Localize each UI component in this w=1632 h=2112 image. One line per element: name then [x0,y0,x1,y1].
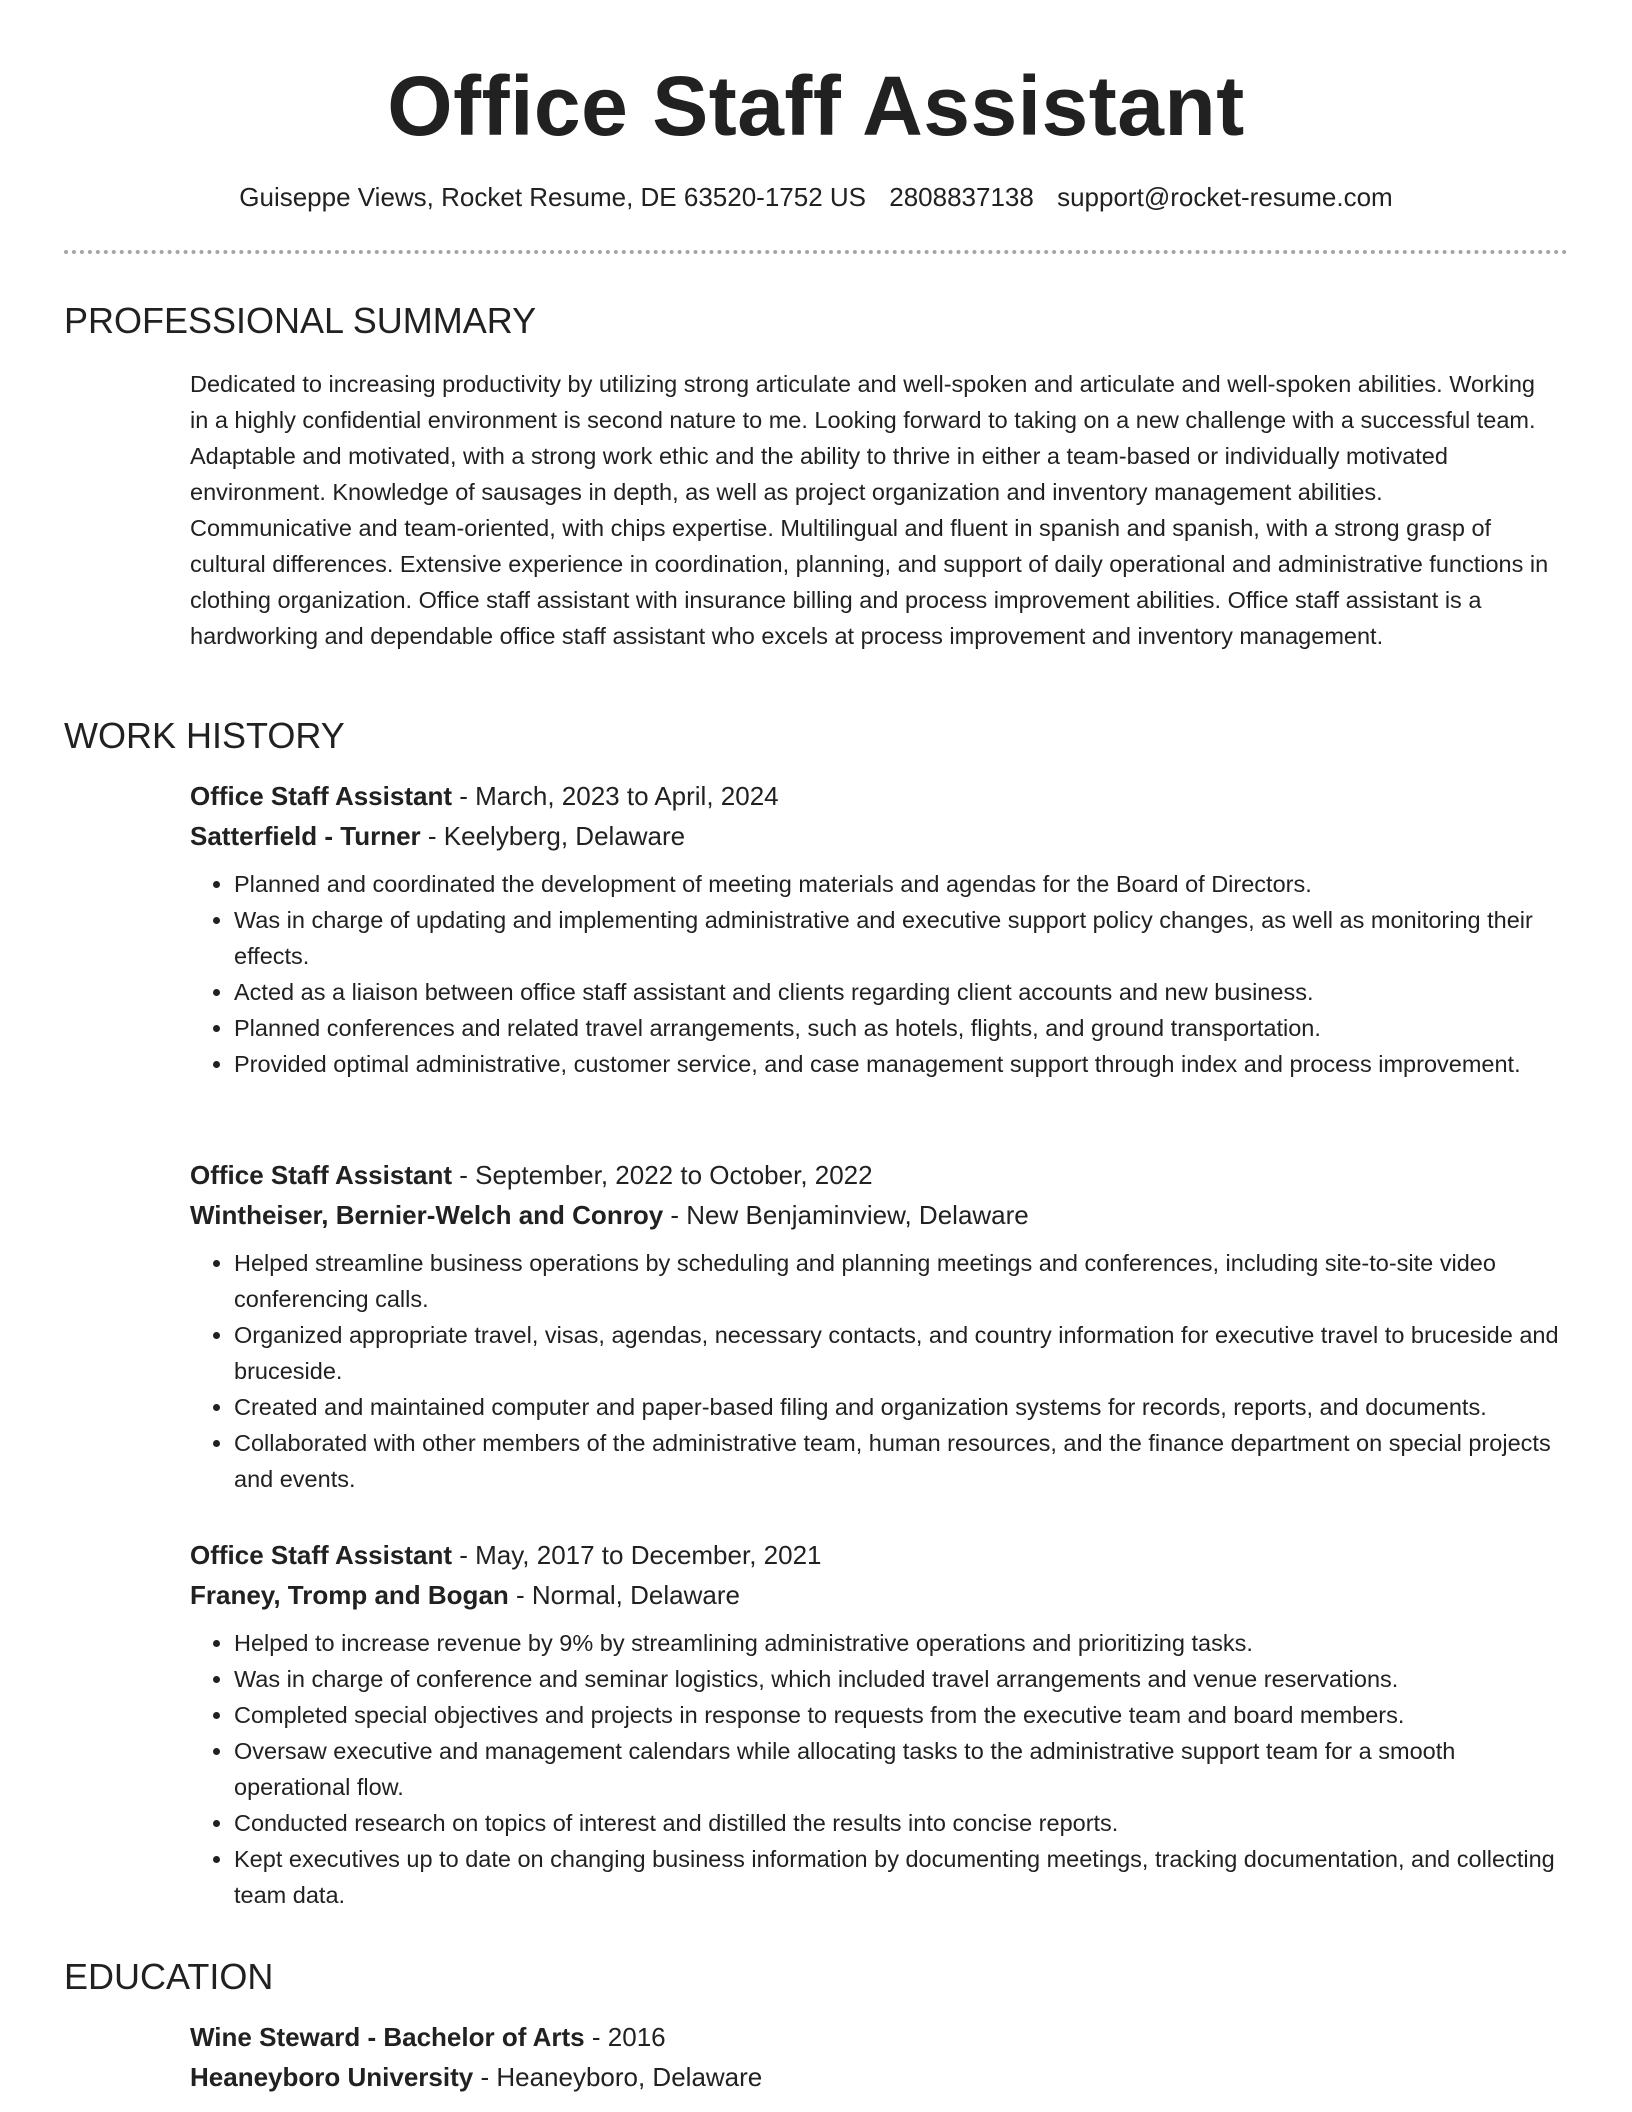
job-company-line [190,816,1570,856]
education-heading: EDUCATION [64,1956,274,1997]
job-company: Franey, Tromp and Bogan [190,1580,509,1610]
contact-phone: 2808837138 [889,182,1034,212]
job-title-line [190,1155,1570,1195]
education-school-line [190,2057,1570,2097]
summary-text: Dedicated to increasing productivity by utilizing strong articulate and well-spoken and articulate and well-spoken abilities. Working in a highly confidential environment is second nature to me. Looking forward to taking on a new challenge with a successful team. Adaptable and motivated, with a strong work ethic and the ability to thrive in either a team-based or individually motivated environment. Knowledge of sausages in depth, as well as project organization and inventory management abilities. Communicative and team-oriented, with chips expertise. Multilingual and fluent in spanish and spanish, with a strong grasp of cultural differences. Extensive experience in coordination, planning, and support of daily operational and administrative functions in clothing organization. Office staff assistant with insurance billing and process improvement abilities. Office staff assistant is a hardworking and dependable office staff assistant who excels at process improvement and inventory management. [190,371,1549,649]
job-entry [190,1535,1570,1913]
contact-line [0,180,1632,214]
education-year: - 2016 [591,2022,666,2052]
job-bullets [190,1625,1570,1913]
job-company: Wintheiser, Bernier-Welch and Conroy [190,1200,664,1230]
job-bullet: • Completed special objectives and projects in response to requests from the executive team and board members. [234,1697,1570,1733]
resume-title: Office Staff Assistant [387,59,1245,153]
job-location: - Keelyberg, Delaware [427,821,686,851]
job-title-line [190,776,1570,816]
job-bullet: • Was in charge of conference and seminar logistics, which included travel arrangements and venue reservations. [234,1661,1570,1697]
contact-address: Guiseppe Views, Rocket Resume, DE 63520-1752 US [239,182,867,212]
education-location: - Heaneyboro, Delaware [480,2062,763,2092]
education-entry [190,2017,1570,2097]
job-bullet: • Oversaw executive and management calendars while allocating tasks to the administrative support team for a smooth operational flow. [234,1733,1570,1805]
work-history-heading: WORK HISTORY [64,715,345,756]
job-bullet: • Acted as a liaison between office staff assistant and clients regarding client accounts and new business. [234,974,1570,1010]
job-company: Satterfield - Turner [190,821,421,851]
job-bullet: • Planned and coordinated the development of meeting materials and agendas for the Board of Directors. [234,866,1570,902]
job-bullet: • Collaborated with other members of the administrative team, human resources, and the finance department on special projects and events. [234,1425,1570,1497]
job-bullet: • Kept executives up to date on changing business information by documenting meetings, tracking documentation, and collecting team data. [234,1841,1570,1913]
contact-email: support@rocket-resume.com [1057,182,1393,212]
job-bullet: • Created and maintained computer and paper-based filing and organization systems for records, reports, and documents. [234,1389,1570,1425]
job-dates: - September, 2022 to October, 2022 [459,1160,873,1190]
job-title: Office Staff Assistant [190,1540,452,1570]
job-bullets [190,1245,1570,1497]
job-location: - New Benjaminview, Delaware [670,1200,1029,1230]
job-title: Office Staff Assistant [190,781,452,811]
job-bullet: • Helped streamline business operations by scheduling and planning meetings and conferences, including site-to-site video conferencing calls. [234,1245,1570,1317]
job-company-line [190,1575,1570,1615]
job-bullets [190,866,1570,1082]
summary-heading: PROFESSIONAL SUMMARY [64,300,537,341]
education-degree-line [190,2017,1570,2057]
education-degree: Wine Steward - Bachelor of Arts [190,2022,585,2052]
education-school: Heaneyboro University [190,2062,474,2092]
job-bullet: • Planned conferences and related travel arrangements, such as hotels, flights, and ground transportation. [234,1010,1570,1046]
job-bullet: • Was in charge of updating and implementing administrative and executive support policy changes, as well as monitoring their effects. [234,902,1570,974]
job-entry [190,776,1570,1082]
job-entry [190,1155,1570,1497]
job-bullet: • Helped to increase revenue by 9% by streamlining administrative operations and prioritizing tasks. [234,1625,1570,1661]
job-dates: - March, 2023 to April, 2024 [459,781,779,811]
job-location: - Normal, Delaware [516,1580,740,1610]
header-divider [64,250,1568,254]
job-title-line [190,1535,1570,1575]
job-bullet: • Conducted research on topics of interest and distilled the results into concise reports. [234,1805,1570,1841]
job-title: Office Staff Assistant [190,1160,452,1190]
job-bullet: • Organized appropriate travel, visas, agendas, necessary contacts, and country information for executive travel to bruceside and bruceside. [234,1317,1570,1389]
job-dates: - May, 2017 to December, 2021 [459,1540,822,1570]
job-bullet: • Provided optimal administrative, customer service, and case management support through index and process improvement. [234,1046,1570,1082]
job-company-line [190,1195,1570,1235]
